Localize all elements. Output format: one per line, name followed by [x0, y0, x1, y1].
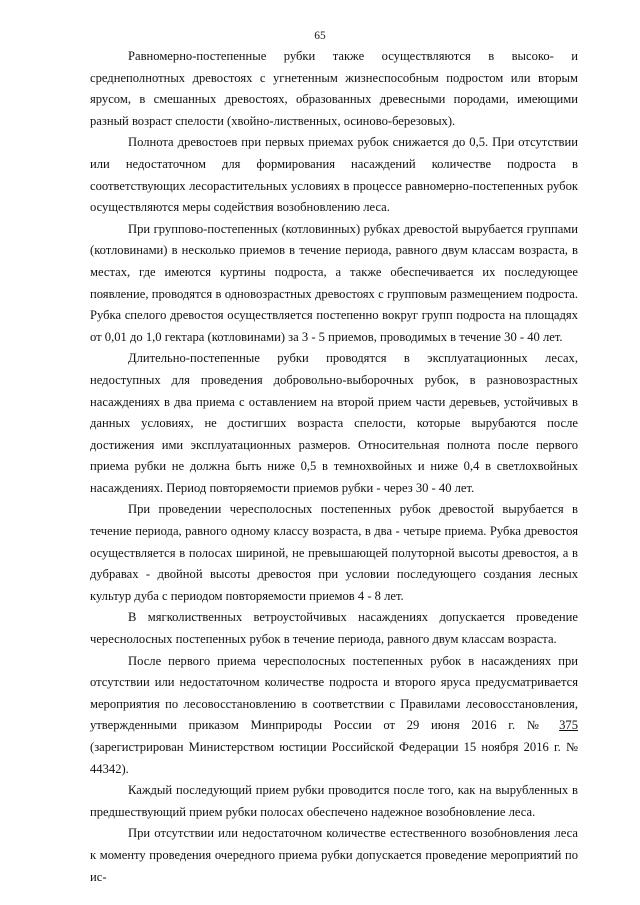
paragraph-8: Каждый последующий прием рубки проводится после того, как на вырубленных в предшествующий прием рубки полосах обеспечено надежное возобновление леса.	[90, 783, 578, 819]
order-number-link[interactable]: 375	[559, 718, 578, 733]
paragraph-7-text-after: (зарегистрирован Министерством юстиции Российской Федерации 15 ноября 2016 г. № 44342).	[90, 740, 578, 776]
paragraph-2: Полнота древостоев при первых приемах рубок снижается до 0,5. При отсутствии или недостаточном для формирования насаждений количестве подроста в соответствующих лесорастительных условиях в процессе равномерно-постепенных рубок осуществляются меры содействия возобновлению леса.	[90, 135, 578, 215]
paragraph-7	[90, 651, 578, 781]
paragraph-9: При отсутствии или недостаточном количестве естественного возобновления леса к моменту проведения очередного приема рубки допускается проведение мероприятий по ис-	[90, 826, 578, 884]
page-number: 65	[314, 30, 326, 42]
paragraph-7-text-before: После первого приема чересполосных постепенных рубок в насаждениях при отсутствии или недостаточном количестве подроста и второго яруса предусматривается мероприятия по лесовосстановлению в соответствии с Правилами лесовосстановления, утвержденными приказом Минприроды России от 29 июня 2016 г. №	[90, 653, 578, 733]
paragraph-6: В мягколиственных ветроустойчивых насаждениях допускается проведение череснолосных постепенных рубок в течение периода, равного двум классам возраста.	[90, 610, 578, 647]
paragraph-5: При проведении чересполосных постепенных рубок древостой вырубается в течение периода, равного одному классу возраста, в два - четыре приема. Рубка древостоя осуществляется в полосах шириной, не превышающей полуторной высоты древостоя, а в дубравах - двойной высоты древостоя при условии последующего создания лесных культур дуба с периодом повторяемости приемов 4 - 8 лет.	[90, 502, 578, 603]
paragraph-1: Равномерно-постепенные рубки также осуществляются в высоко- и среднеполнотных древостоях с угнетенным жизнеспособным подростом или вторым ярусом, в смешанных древостоях, образованных древесными породами, имеющими разный возраст спелости (хвойно-лиственных, осиново-березовых).	[90, 49, 578, 128]
body-text	[90, 46, 578, 888]
paragraph-4: Длительно-постепенные рубки проводятся в эксплуатационных лесах, недоступных для проведения добровольно-выборочных рубок, в разновозрастных насаждениях в два приема с оставлением на второй прием части деревьев, устойчивых в данных условиях, не достигших возраста спелости, которые вырубаются после достижения ими эксплуатационных размеров. Относительная полнота после первого приема рубки не должна быть ниже 0,5 в темнохвойных и ниже 0,4 в светлохвойных насаждениях. Период повторяемости приемов рубки - через 30 - 40 лет.	[90, 351, 578, 495]
paragraph-3: При группово-постепенных (котловинных) рубках древостой вырубается группами (котловинами) в несколько приемов в течение периода, равного двум классам возраста, в местах, где имеются куртины подроста, а также обеспечивается их последующее появление, проводятся в одновозрастных древостоях с групповым размещением подроста. Рубка спелого древостоя осуществляется постепенно вокруг групп подроста на площадях от 0,01 до 1,0 гектара (котловинами) за 3 - 5 приемов, проводимых в течение 30 - 40 лет.	[90, 221, 578, 344]
